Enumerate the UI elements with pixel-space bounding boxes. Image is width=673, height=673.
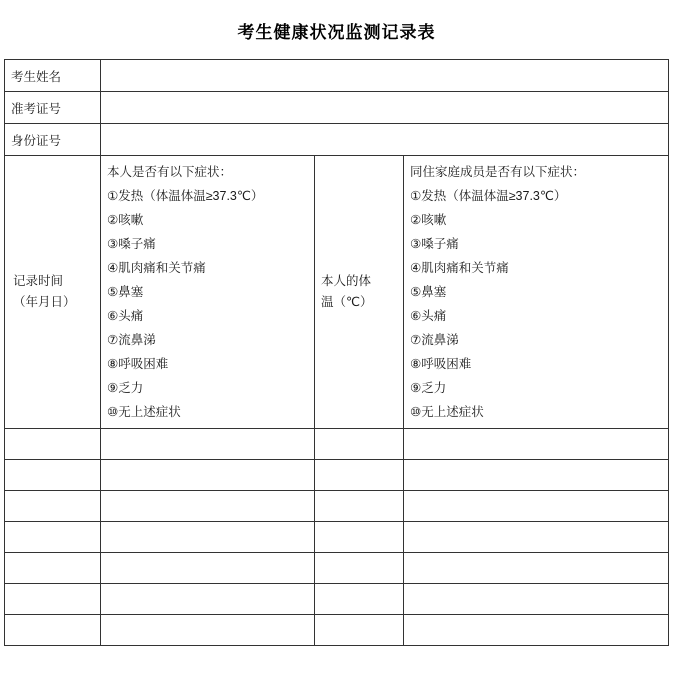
- label-exam-number: 准考证号: [4, 92, 100, 124]
- list-item: ⑦流鼻涕: [106, 333, 156, 347]
- header-temperature-line1: 本人的体: [320, 273, 371, 288]
- cell-self-symptoms[interactable]: [100, 522, 314, 553]
- list-item: ④肌肉痛和关节痛: [106, 261, 206, 275]
- cell-temperature[interactable]: [314, 615, 403, 646]
- list-item: ⑦流鼻涕: [409, 333, 459, 347]
- table-row: [4, 553, 668, 584]
- list-item: ②咳嗽: [409, 213, 447, 227]
- list-item: ⑧呼吸困难: [409, 357, 472, 371]
- cell-family-symptoms[interactable]: [403, 522, 668, 553]
- cell-temperature[interactable]: [314, 553, 403, 584]
- cell-self-symptoms[interactable]: [100, 429, 314, 460]
- cell-record-time[interactable]: [4, 460, 100, 491]
- cell-temperature[interactable]: [314, 491, 403, 522]
- table-row: [4, 429, 668, 460]
- list-item: ⑤鼻塞: [106, 285, 144, 299]
- cell-self-symptoms[interactable]: [100, 460, 314, 491]
- family-symptom-list: [410, 184, 662, 424]
- list-item: ③嗓子痛: [409, 237, 459, 251]
- list-item: ③嗓子痛: [106, 237, 156, 251]
- list-item: ⑧呼吸困难: [106, 357, 169, 371]
- list-item: ⑤鼻塞: [409, 285, 447, 299]
- cell-self-symptoms[interactable]: [100, 553, 314, 584]
- cell-self-symptoms[interactable]: [100, 491, 314, 522]
- cell-temperature[interactable]: [314, 429, 403, 460]
- list-item: ⑥头痛: [409, 309, 447, 323]
- list-item: ⑩无上述症状: [409, 405, 484, 419]
- list-item: ⑥头痛: [106, 309, 144, 323]
- page-title: 考生健康状况监测记录表: [237, 23, 436, 42]
- cell-family-symptoms[interactable]: [403, 429, 668, 460]
- field-id-number[interactable]: [100, 124, 668, 156]
- table-row: [4, 584, 668, 615]
- header-record-time-line1: 记录时间: [12, 273, 63, 288]
- cell-record-time[interactable]: [4, 553, 100, 584]
- table-row-id-number: [4, 124, 668, 156]
- table-row-name: [4, 60, 668, 92]
- header-self-symptoms-title: 本人是否有以下症状：: [106, 165, 232, 179]
- table-header-row: [4, 156, 668, 429]
- cell-record-time[interactable]: [4, 522, 100, 553]
- header-temperature-line2: 温（℃）: [320, 295, 373, 309]
- header-record-time-line2: （年月日）: [12, 295, 76, 309]
- document-page: [0, 18, 673, 673]
- table-row: [4, 491, 668, 522]
- list-item: ②咳嗽: [106, 213, 144, 227]
- table-row: [4, 522, 668, 553]
- field-exam-number[interactable]: [100, 92, 668, 124]
- label-id-number: 身份证号: [4, 124, 100, 156]
- cell-temperature[interactable]: [314, 460, 403, 491]
- header-record-time: [4, 156, 100, 429]
- cell-record-time[interactable]: [4, 429, 100, 460]
- cell-family-symptoms[interactable]: [403, 553, 668, 584]
- cell-family-symptoms[interactable]: [403, 584, 668, 615]
- cell-temperature[interactable]: [314, 522, 403, 553]
- table-row: [4, 460, 668, 491]
- health-monitoring-table: [4, 59, 669, 646]
- header-family-symptoms-title: 同住家庭成员是否有以下症状：: [409, 165, 585, 179]
- label-candidate-name: 考生姓名: [4, 60, 100, 92]
- table-row: [4, 615, 668, 646]
- list-item: ⑨乏力: [106, 381, 144, 395]
- cell-record-time[interactable]: [4, 584, 100, 615]
- list-item: ⑩无上述症状: [106, 405, 181, 419]
- cell-record-time[interactable]: [4, 491, 100, 522]
- cell-temperature[interactable]: [314, 584, 403, 615]
- cell-record-time[interactable]: [4, 615, 100, 646]
- table-row-exam-number: [4, 92, 668, 124]
- list-item: ①发热（体温体温≥37.3℃）: [409, 189, 567, 203]
- header-family-symptoms: [403, 156, 668, 429]
- cell-self-symptoms[interactable]: [100, 584, 314, 615]
- header-temperature: [314, 156, 403, 429]
- field-candidate-name[interactable]: [100, 60, 668, 92]
- cell-family-symptoms[interactable]: [403, 460, 668, 491]
- self-symptom-list: [107, 184, 308, 424]
- list-item: ①发热（体温体温≥37.3℃）: [106, 189, 264, 203]
- cell-self-symptoms[interactable]: [100, 615, 314, 646]
- cell-family-symptoms[interactable]: [403, 615, 668, 646]
- cell-family-symptoms[interactable]: [403, 491, 668, 522]
- list-item: ⑨乏力: [409, 381, 447, 395]
- header-self-symptoms: [100, 156, 314, 429]
- list-item: ④肌肉痛和关节痛: [409, 261, 509, 275]
